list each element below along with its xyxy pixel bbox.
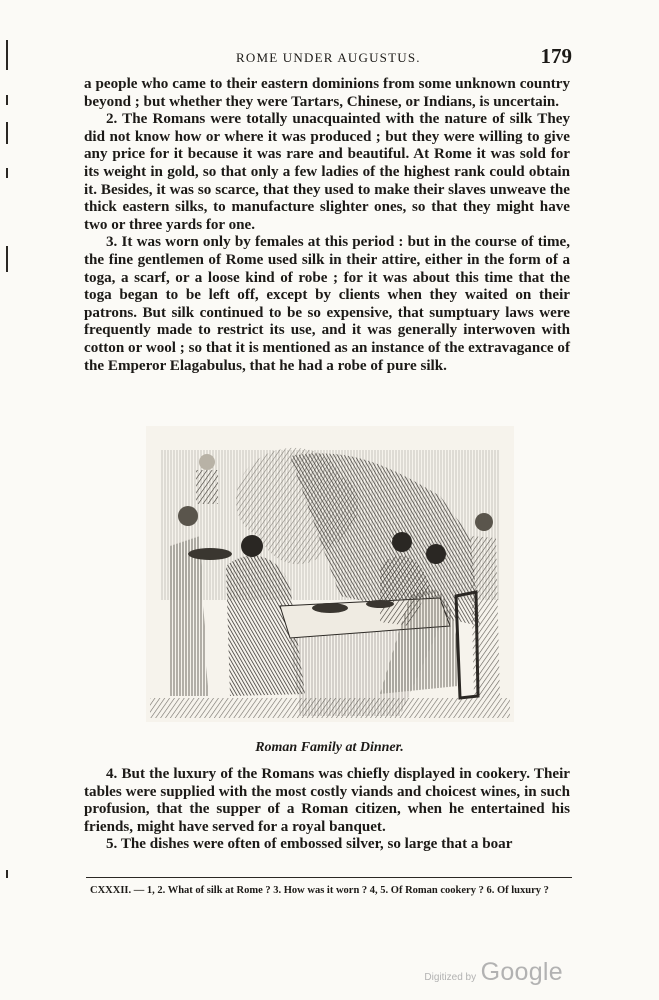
figure-caption: Roman Family at Dinner. (255, 740, 404, 755)
running-title: ROME UNDER AUGUSTUS. (236, 50, 421, 65)
footnote-questions: CXXXII. — 1, 2. What of silk at Rome ? 3. How was it worn ? 4, 5. Of Roman cookery ? 6. Of luxury ? (90, 885, 549, 896)
margin-mark (6, 95, 8, 105)
margin-mark (6, 246, 8, 272)
body-text-top (84, 76, 570, 375)
google-logo: Google (480, 958, 563, 986)
page-number: 179 (540, 44, 572, 68)
margin-mark (6, 870, 8, 878)
body-text-bottom (84, 766, 570, 854)
engraving-illustration (140, 426, 520, 726)
margin-mark (6, 40, 8, 70)
engraving-image (140, 426, 520, 726)
paragraph-4: 4. But the luxury of the Romans was chiefly displayed in cookery. Their tables were supplied with the most costly viands and choicest wines, in such profusion, that the supper of a Roman citizen, when he entertained his friends, might have served for a royal banquet. (84, 766, 570, 835)
page-header (86, 44, 572, 70)
paragraph-3: 3. It was worn only by females at this period : but in the course of time, the fine gentlemen of Rome used silk in their attire, either in the form of a toga, a scarf, or a loose kind of robe ; for it was about this time that the toga began to be left off, except by clients when they waited on their patrons. But silk continued to be so expensive, that sumptuary laws were frequently made to restrict its use, and it was generally interwoven with cotton or wool ; so that it is mentioned as an instance of the extravagance of the Emperor Elagabulus, that he had a robe of pure silk. (84, 234, 570, 374)
margin-mark (6, 168, 8, 178)
paragraph-continuation: a people who came to their eastern dominions from some unknown country beyond ; but whether they were Tartars, Chinese, or Indians, is uncertain. (84, 76, 570, 110)
footnote-rule (86, 877, 572, 878)
paragraph-5: 5. The dishes were often of embossed silver, so large that a boar (106, 836, 513, 853)
digitized-by-label: Digitized by (424, 972, 477, 983)
margin-mark (6, 122, 8, 144)
paragraph-2: 2. The Romans were totally unacquainted with the nature of silk They did not know how or where it was produced ; but they were willing to give any price for it because it was rare and beautiful. At Rome it was sold for its weight in gold, so that only a few ladies of the highest rank could obtain it. Besides, it was so scarce, that they used to make their slaves unweave the thick eastern silks, to manufacture slighter ones, so that they might have two or three yards for one. (84, 111, 570, 233)
digitized-watermark (424, 958, 563, 987)
